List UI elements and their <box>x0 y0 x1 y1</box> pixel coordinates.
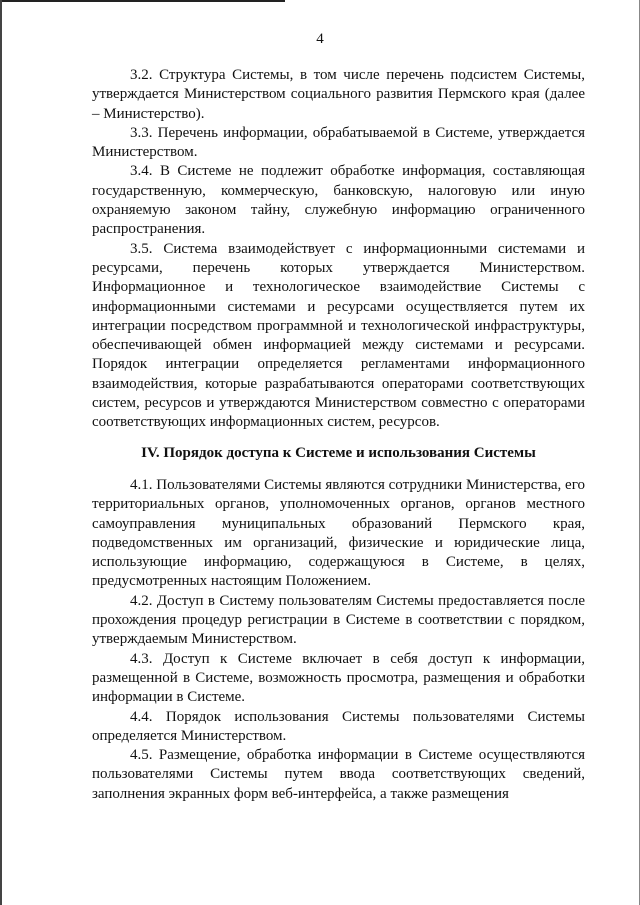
document-body <box>92 66 585 804</box>
paragraph-4-1: 4.1. Пользователями Системы являются сотрудники Министерства, его территориальных органов, уполномоченных органов, органов местного самоуправления муниципальных образований Пермского края, подведомственных им организаций, физические и юридические лица, использующие информацию, содержащуюся в Системе, в целях, предусмотренных настоящим Положением. <box>92 476 585 590</box>
scan-edge-top <box>0 0 285 2</box>
page-number: 4 <box>316 31 324 47</box>
paragraph-3-5: 3.5. Система взаимодействует с информационными системами и ресурсами, перечень которых утверждается Министерством. Информационное и технологическое взаимодействие Системы с информационными системами и ресурсами осуществляется путем их интеграции посредством программной и технологической инфраструктуры, обеспечивающей обмен информацией между системами и ресурсами. Порядок интеграции определяется регламентами информационного взаимодействия, которые разрабатываются операторами соответствующих систем, ресурсов и утверждаются Министерством совместно с операторами соответствующих информационных систем, ресурсов. <box>92 240 585 431</box>
paragraph-4-4: 4.4. Порядок использования Системы пользователями Системы определяется Министерством. <box>92 708 585 744</box>
paragraph-3-3: 3.3. Перечень информации, обрабатываемой в Системе, утверждается Министерством. <box>92 124 585 161</box>
section-heading: IV. Порядок доступа к Системе и использования Системы <box>141 444 536 461</box>
paragraph-4-5: 4.5. Размещение, обработка информации в Системе осуществляются пользователями Системы путем ввода соответствующих сведений, заполнения экранных форм веб-интерфейса, а также размещения <box>92 747 585 802</box>
paragraph-3-4: 3.4. В Системе не подлежит обработке информация, составляющая государственную, коммерческую, банковскую, налоговую или иную охраняемую законом тайну, служебную информацию ограниченного распространения. <box>92 163 585 238</box>
paragraph-4-3: 4.3. Доступ к Системе включает в себя доступ к информации, размещенной в Системе, возможность просмотра, размещения и обработки информации в Системе. <box>92 650 585 706</box>
paragraph-3-2: 3.2. Структура Системы, в том числе перечень подсистем Системы, утверждается Министерством социального развития Пермского края (далее – Министерство). <box>92 67 585 122</box>
paragraph-4-2: 4.2. Доступ в Систему пользователям Системы предоставляется после прохождения процедур регистрации в Системе в соответствии с порядком, утверждаемым Министерством. <box>92 592 585 648</box>
scan-edge-left <box>0 0 2 905</box>
